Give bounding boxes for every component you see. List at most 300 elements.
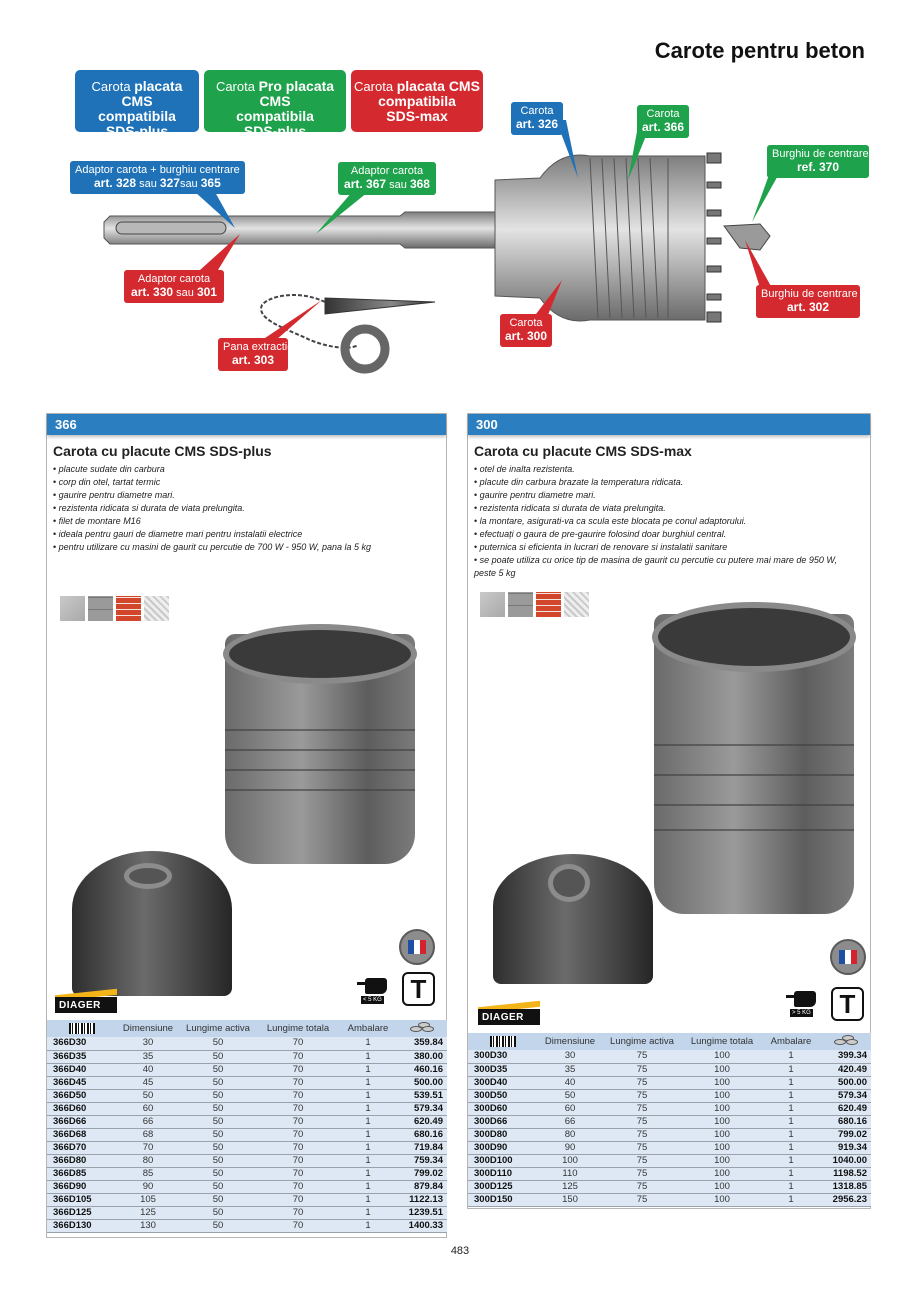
dimensiune-cell: 80 bbox=[117, 1154, 179, 1167]
lungime-totala-cell: 100 bbox=[682, 1167, 762, 1180]
drill-weight-icon bbox=[357, 976, 389, 1004]
article-code-cell: 300D150 bbox=[468, 1193, 538, 1206]
lungime-totala-cell: 100 bbox=[682, 1102, 762, 1115]
product-image bbox=[47, 614, 447, 984]
assembly-diagram bbox=[0, 0, 920, 390]
table-row bbox=[47, 1076, 447, 1089]
price-cell: 759.34 bbox=[397, 1154, 447, 1167]
price-cell: 359.84 bbox=[397, 1037, 447, 1050]
page-title: Carote pentru beton bbox=[654, 38, 865, 63]
dimensiune-cell: 70 bbox=[117, 1141, 179, 1154]
product-title: Carota cu placute CMS SDS-plus bbox=[53, 443, 272, 459]
diager-logo bbox=[55, 992, 117, 1014]
price-cell: 1122.13 bbox=[397, 1193, 447, 1206]
table-row bbox=[47, 1154, 447, 1167]
lungime-totala-cell: 100 bbox=[682, 1154, 762, 1167]
ambalare-cell: 1 bbox=[339, 1141, 397, 1154]
table-row bbox=[468, 1089, 871, 1102]
table-header-row bbox=[468, 1033, 871, 1050]
lungime-totala-cell: 70 bbox=[257, 1219, 339, 1232]
ambalare-cell: 1 bbox=[339, 1128, 397, 1141]
article-code-cell: 366D45 bbox=[47, 1076, 117, 1089]
lungime-activa-cell: 50 bbox=[179, 1115, 257, 1128]
lungime-totala-cell: 70 bbox=[257, 1050, 339, 1063]
price-cell: 1239.51 bbox=[397, 1206, 447, 1219]
ambalare-cell: 1 bbox=[339, 1076, 397, 1089]
table-row bbox=[468, 1050, 871, 1063]
lungime-activa-cell: 75 bbox=[602, 1115, 682, 1128]
table-row bbox=[468, 1128, 871, 1141]
ambalare-cell: 1 bbox=[762, 1180, 820, 1193]
ambalare-cell: 1 bbox=[762, 1076, 820, 1089]
ambalare-cell: 1 bbox=[339, 1037, 397, 1050]
category-bold: placata CMS bbox=[396, 78, 480, 94]
price-cell: 919.34 bbox=[820, 1141, 871, 1154]
price-cell: 680.16 bbox=[820, 1115, 871, 1128]
price-header bbox=[820, 1033, 871, 1050]
lungime-activa-cell: 50 bbox=[179, 1180, 257, 1193]
lungime-activa-cell: 50 bbox=[179, 1037, 257, 1050]
feature-item: • la montare, asigurati-va ca scula este blocata pe conul adaptorului. bbox=[474, 515, 870, 528]
lungime-activa-cell: 50 bbox=[179, 1076, 257, 1089]
article-code-cell: 300D100 bbox=[468, 1154, 538, 1167]
category-prefix: Carota bbox=[91, 79, 135, 94]
feature-item: • rezistenta ridicata si durata de viata prelungita. bbox=[53, 502, 446, 515]
ambalare-cell: 1 bbox=[762, 1089, 820, 1102]
callout-label: Burghiu de centrare bbox=[772, 148, 869, 160]
category-line2: compatibila bbox=[236, 108, 314, 124]
table-row bbox=[468, 1180, 871, 1193]
col-lungime-totala: Lungime totala bbox=[257, 1020, 339, 1037]
dimensiune-cell: 66 bbox=[538, 1115, 602, 1128]
callout-art: art. 303 bbox=[231, 353, 275, 367]
lungime-activa-cell: 75 bbox=[602, 1167, 682, 1180]
article-code-cell: 300D50 bbox=[468, 1089, 538, 1102]
price-cell: 2956.23 bbox=[820, 1193, 871, 1206]
article-code-cell: 300D35 bbox=[468, 1063, 538, 1076]
callout-art: art. 366 bbox=[642, 120, 685, 134]
adaptor-image bbox=[493, 854, 653, 984]
lungime-totala-cell: 70 bbox=[257, 1063, 339, 1076]
callout-art-alt: 301 bbox=[196, 285, 217, 299]
lungime-activa-cell: 50 bbox=[179, 1089, 257, 1102]
dimensiune-cell: 68 bbox=[117, 1128, 179, 1141]
callout-sau: sau bbox=[176, 287, 194, 299]
callout-adaptor-art-330 bbox=[124, 270, 224, 303]
price-cell: 680.16 bbox=[397, 1128, 447, 1141]
ambalare-cell: 1 bbox=[339, 1089, 397, 1102]
table-row bbox=[47, 1037, 447, 1050]
lungime-activa-cell: 50 bbox=[179, 1141, 257, 1154]
col-dimensiune: Dimensiune bbox=[538, 1033, 602, 1050]
article-code-cell: 300D40 bbox=[468, 1076, 538, 1089]
lungime-activa-cell: 50 bbox=[179, 1193, 257, 1206]
callout-art: art. 328 bbox=[94, 176, 137, 190]
spec-table-300 bbox=[468, 1033, 871, 1207]
table-row bbox=[47, 1050, 447, 1063]
callout-pana-art-303 bbox=[218, 338, 294, 371]
article-code-cell: 366D66 bbox=[47, 1115, 117, 1128]
category-line3: SDS-plus bbox=[243, 123, 307, 139]
made-in-france-badge bbox=[399, 929, 435, 965]
ambalare-cell: 1 bbox=[762, 1128, 820, 1141]
ambalare-cell: 1 bbox=[339, 1180, 397, 1193]
article-code-cell: 366D80 bbox=[47, 1154, 117, 1167]
lungime-totala-cell: 70 bbox=[257, 1102, 339, 1115]
product-code-header: 300 bbox=[468, 414, 870, 435]
lungime-totala-cell: 70 bbox=[257, 1141, 339, 1154]
ambalare-cell: 1 bbox=[762, 1115, 820, 1128]
table-row bbox=[468, 1167, 871, 1180]
table-row bbox=[468, 1154, 871, 1167]
drill-weight-icon bbox=[786, 989, 818, 1017]
feature-item: • efectuați o gaura de pre-gaurire folosind doar burghiul central. bbox=[474, 528, 870, 541]
callout-art-alt: 365 bbox=[200, 176, 221, 190]
lungime-totala-cell: 70 bbox=[257, 1037, 339, 1050]
dimensiune-cell: 40 bbox=[117, 1063, 179, 1076]
ambalare-cell: 1 bbox=[339, 1154, 397, 1167]
table-row bbox=[47, 1089, 447, 1102]
table-row bbox=[47, 1063, 447, 1076]
article-code-cell: 366D60 bbox=[47, 1102, 117, 1115]
ambalare-cell: 1 bbox=[339, 1167, 397, 1180]
category-prefix: Carota bbox=[354, 79, 397, 94]
category-bold: placata CMS bbox=[121, 78, 183, 109]
dimensiune-cell: 40 bbox=[538, 1076, 602, 1089]
ambalare-cell: 1 bbox=[339, 1115, 397, 1128]
article-code-cell: 300D110 bbox=[468, 1167, 538, 1180]
category-line2: compatibila bbox=[378, 93, 456, 109]
lungime-activa-cell: 75 bbox=[602, 1180, 682, 1193]
price-cell: 500.00 bbox=[397, 1076, 447, 1089]
dimensiune-cell: 66 bbox=[117, 1115, 179, 1128]
product-title: Carota cu placute CMS SDS-max bbox=[474, 443, 692, 459]
brand-name: DIAGER bbox=[55, 997, 117, 1013]
lungime-activa-cell: 50 bbox=[179, 1050, 257, 1063]
price-cell: 399.34 bbox=[820, 1050, 871, 1063]
table-row bbox=[47, 1193, 447, 1206]
dimensiune-cell: 110 bbox=[538, 1167, 602, 1180]
table-row bbox=[468, 1193, 871, 1206]
barcode-icon bbox=[490, 1036, 516, 1047]
adaptor-image bbox=[72, 851, 232, 996]
price-cell: 420.49 bbox=[820, 1063, 871, 1076]
spec-table-366 bbox=[47, 1020, 447, 1233]
callout-carota-art-300 bbox=[500, 314, 552, 347]
dimensiune-cell: 150 bbox=[538, 1193, 602, 1206]
ambalare-cell: 1 bbox=[762, 1102, 820, 1115]
product-code-header: 366 bbox=[47, 414, 446, 435]
callout-art: ref. 370 bbox=[796, 160, 840, 174]
article-code-cell: 366D130 bbox=[47, 1219, 117, 1232]
coins-icon bbox=[834, 1035, 858, 1045]
col-ambalare: Ambalare bbox=[339, 1020, 397, 1037]
table-row bbox=[468, 1115, 871, 1128]
price-cell: 620.49 bbox=[820, 1102, 871, 1115]
lungime-totala-cell: 100 bbox=[682, 1193, 762, 1206]
ambalare-cell: 1 bbox=[339, 1206, 397, 1219]
article-code-cell: 366D85 bbox=[47, 1167, 117, 1180]
table-header-row bbox=[47, 1020, 447, 1037]
lungime-activa-cell: 75 bbox=[602, 1063, 682, 1076]
lungime-activa-cell: 50 bbox=[179, 1154, 257, 1167]
lungime-totala-cell: 100 bbox=[682, 1050, 762, 1063]
callout-art: art. 330 bbox=[131, 285, 174, 299]
feature-item: • placute din carbura brazate la temperatura ridicata. bbox=[474, 476, 870, 489]
lungime-totala-cell: 70 bbox=[257, 1089, 339, 1102]
lungime-activa-cell: 50 bbox=[179, 1167, 257, 1180]
lungime-totala-cell: 100 bbox=[682, 1063, 762, 1076]
price-cell: 460.16 bbox=[397, 1063, 447, 1076]
price-cell: 799.02 bbox=[397, 1167, 447, 1180]
dimensiune-cell: 90 bbox=[117, 1180, 179, 1193]
table-row bbox=[468, 1063, 871, 1076]
callout-burghiu-art-302 bbox=[756, 285, 860, 318]
price-cell: 879.84 bbox=[397, 1180, 447, 1193]
col-lungime-activa: Lungime activa bbox=[179, 1020, 257, 1037]
ambalare-cell: 1 bbox=[339, 1050, 397, 1063]
col-lungime-activa: Lungime activa bbox=[602, 1033, 682, 1050]
dimensiune-cell: 35 bbox=[538, 1063, 602, 1076]
article-code-cell: 300D80 bbox=[468, 1128, 538, 1141]
dimensiune-cell: 125 bbox=[117, 1206, 179, 1219]
lungime-activa-cell: 75 bbox=[602, 1102, 682, 1115]
product-image bbox=[468, 584, 868, 994]
dimensiune-cell: 60 bbox=[117, 1102, 179, 1115]
lungime-totala-cell: 100 bbox=[682, 1180, 762, 1193]
feature-item: • otel de inalta rezistenta. bbox=[474, 463, 870, 476]
col-lungime-totala: Lungime totala bbox=[682, 1033, 762, 1050]
dimensiune-cell: 45 bbox=[117, 1076, 179, 1089]
lungime-totala-cell: 70 bbox=[257, 1206, 339, 1219]
coins-icon bbox=[410, 1022, 434, 1032]
ambalare-cell: 1 bbox=[762, 1050, 820, 1063]
lungime-activa-cell: 50 bbox=[179, 1102, 257, 1115]
price-cell: 1040.00 bbox=[820, 1154, 871, 1167]
dimensiune-cell: 50 bbox=[117, 1089, 179, 1102]
lungime-activa-cell: 75 bbox=[602, 1050, 682, 1063]
callout-label: Carota bbox=[520, 105, 554, 117]
lungime-activa-cell: 50 bbox=[179, 1219, 257, 1232]
lungime-totala-cell: 70 bbox=[257, 1115, 339, 1128]
lungime-totala-cell: 70 bbox=[257, 1128, 339, 1141]
table-row bbox=[47, 1219, 447, 1232]
lungime-activa-cell: 50 bbox=[179, 1206, 257, 1219]
dimensiune-cell: 30 bbox=[117, 1037, 179, 1050]
callout-carota-art-326 bbox=[511, 102, 563, 135]
article-code-cell: 300D90 bbox=[468, 1141, 538, 1154]
ambalare-cell: 1 bbox=[762, 1141, 820, 1154]
table-row bbox=[47, 1102, 447, 1115]
callout-label: Adaptor carota bbox=[350, 165, 424, 177]
price-cell: 620.49 bbox=[397, 1115, 447, 1128]
made-in-france-badge bbox=[830, 939, 866, 975]
ambalare-cell: 1 bbox=[339, 1063, 397, 1076]
price-header bbox=[397, 1020, 447, 1037]
article-code-cell: 366D70 bbox=[47, 1141, 117, 1154]
price-cell: 1318.85 bbox=[820, 1180, 871, 1193]
ambalare-cell: 1 bbox=[339, 1102, 397, 1115]
drill-weight-label: > 5 KG bbox=[792, 1010, 811, 1016]
lungime-activa-cell: 75 bbox=[602, 1089, 682, 1102]
feature-item: • rezistenta ridicata si durata de viata prelungita. bbox=[474, 502, 870, 515]
lungime-activa-cell: 50 bbox=[179, 1063, 257, 1076]
table-row bbox=[47, 1115, 447, 1128]
core-bit-teeth bbox=[223, 624, 417, 684]
lungime-totala-cell: 70 bbox=[257, 1167, 339, 1180]
dimensiune-cell: 125 bbox=[538, 1180, 602, 1193]
product-panel-366 bbox=[46, 413, 447, 1238]
ambalare-cell: 1 bbox=[762, 1193, 820, 1206]
barcode-header bbox=[468, 1033, 538, 1050]
price-cell: 1400.33 bbox=[397, 1219, 447, 1232]
table-row bbox=[468, 1102, 871, 1115]
ambalare-cell: 1 bbox=[339, 1219, 397, 1232]
article-code-cell: 300D30 bbox=[468, 1050, 538, 1063]
lungime-totala-cell: 100 bbox=[682, 1128, 762, 1141]
drill-weight-label: < 5 KG bbox=[363, 997, 382, 1003]
feature-item: • gaurire pentru diametre mari. bbox=[53, 489, 446, 502]
callout-carota-art-366 bbox=[637, 105, 689, 138]
dimensiune-cell: 30 bbox=[538, 1050, 602, 1063]
category-line3: SDS-plus bbox=[105, 123, 169, 139]
feature-item: • pentru utilizare cu masini de gaurit cu percutie de 700 W - 950 W, pana la 5 kg bbox=[53, 541, 446, 554]
lungime-totala-cell: 70 bbox=[257, 1076, 339, 1089]
lungime-activa-cell: 50 bbox=[179, 1128, 257, 1141]
brand-name: DIAGER bbox=[478, 1009, 540, 1025]
callout-art: art. 326 bbox=[516, 117, 559, 131]
barcode-icon bbox=[69, 1023, 95, 1034]
callout-art: art. 300 bbox=[505, 329, 548, 343]
price-cell: 539.51 bbox=[397, 1089, 447, 1102]
feature-item: • ideala pentru gauri de diametre mari pentru instalatii electrice bbox=[53, 528, 446, 541]
callout-label: Adaptor carota bbox=[137, 273, 211, 285]
price-cell: 1198.52 bbox=[820, 1167, 871, 1180]
lungime-activa-cell: 75 bbox=[602, 1141, 682, 1154]
price-cell: 799.02 bbox=[820, 1128, 871, 1141]
callout-label: Carota bbox=[646, 108, 680, 120]
callout-sau: sau bbox=[179, 178, 198, 190]
col-dimensiune: Dimensiune bbox=[117, 1020, 179, 1037]
lungime-totala-cell: 70 bbox=[257, 1180, 339, 1193]
feature-item: • filet de montare M16 bbox=[53, 515, 446, 528]
core-bit-assembly-illustration bbox=[0, 0, 920, 390]
callout-adaptor-art-328 bbox=[70, 161, 245, 194]
price-cell: 719.84 bbox=[397, 1141, 447, 1154]
dimensiune-cell: 85 bbox=[117, 1167, 179, 1180]
dimensiune-cell: 80 bbox=[538, 1128, 602, 1141]
feature-item: • placute sudate din carbura bbox=[53, 463, 446, 476]
article-code-cell: 366D90 bbox=[47, 1180, 117, 1193]
article-code-cell: 366D40 bbox=[47, 1063, 117, 1076]
lungime-activa-cell: 75 bbox=[602, 1128, 682, 1141]
dimensiune-cell: 105 bbox=[117, 1193, 179, 1206]
category-line3: SDS-max bbox=[386, 108, 448, 124]
ambalare-cell: 1 bbox=[339, 1193, 397, 1206]
price-cell: 380.00 bbox=[397, 1050, 447, 1063]
ambalare-cell: 1 bbox=[762, 1154, 820, 1167]
article-code-cell: 366D50 bbox=[47, 1089, 117, 1102]
callout-sau: sau bbox=[389, 179, 407, 191]
category-bold: Pro placata CMS bbox=[258, 78, 335, 109]
table-row bbox=[47, 1128, 447, 1141]
article-code-cell: 300D66 bbox=[468, 1115, 538, 1128]
table-row bbox=[47, 1167, 447, 1180]
feature-item: • gaurire pentru diametre mari. bbox=[474, 489, 870, 502]
callout-label: Carota bbox=[509, 317, 543, 329]
lungime-totala-cell: 70 bbox=[257, 1193, 339, 1206]
col-ambalare: Ambalare bbox=[762, 1033, 820, 1050]
callout-label: Adaptor carota + burghiu centrare bbox=[75, 164, 240, 176]
callout-sau: sau bbox=[139, 178, 157, 190]
product-panel-300 bbox=[467, 413, 871, 1209]
lungime-activa-cell: 75 bbox=[602, 1076, 682, 1089]
callout-label: Pana extractie bbox=[223, 341, 294, 353]
table-row bbox=[468, 1141, 871, 1154]
article-code-cell: 366D68 bbox=[47, 1128, 117, 1141]
dimensiune-cell: 35 bbox=[117, 1050, 179, 1063]
lungime-totala-cell: 100 bbox=[682, 1141, 762, 1154]
lungime-totala-cell: 100 bbox=[682, 1076, 762, 1089]
dimensiune-cell: 50 bbox=[538, 1089, 602, 1102]
dimensiune-cell: 100 bbox=[538, 1154, 602, 1167]
table-row bbox=[468, 1076, 871, 1089]
article-code-cell: 366D125 bbox=[47, 1206, 117, 1219]
ambalare-cell: 1 bbox=[762, 1167, 820, 1180]
article-code-cell: 366D35 bbox=[47, 1050, 117, 1063]
price-cell: 579.34 bbox=[820, 1089, 871, 1102]
lungime-activa-cell: 75 bbox=[602, 1193, 682, 1206]
ambalare-cell: 1 bbox=[762, 1063, 820, 1076]
article-code-cell: 366D30 bbox=[47, 1037, 117, 1050]
price-cell: 500.00 bbox=[820, 1076, 871, 1089]
table-row bbox=[47, 1206, 447, 1219]
dimensiune-cell: 60 bbox=[538, 1102, 602, 1115]
lungime-totala-cell: 100 bbox=[682, 1089, 762, 1102]
feature-list bbox=[474, 463, 870, 580]
barcode-header bbox=[47, 1020, 117, 1037]
page-number: 483 bbox=[450, 1245, 470, 1257]
lungime-totala-cell: 100 bbox=[682, 1115, 762, 1128]
dimensiune-cell: 130 bbox=[117, 1219, 179, 1232]
table-row bbox=[47, 1141, 447, 1154]
feature-list bbox=[53, 463, 446, 554]
table-row bbox=[47, 1180, 447, 1193]
callout-art: art. 302 bbox=[786, 300, 830, 314]
callout-art: art. 367 bbox=[344, 177, 387, 191]
category-prefix: Carota bbox=[215, 79, 259, 94]
lungime-activa-cell: 75 bbox=[602, 1154, 682, 1167]
feature-item: • puternica si eficienta in lucrari de renovare si instalatii sanitare bbox=[474, 541, 870, 554]
diager-logo bbox=[478, 1004, 540, 1026]
hammer-mode-icon: T bbox=[831, 987, 864, 1021]
callout-adaptor-art-367 bbox=[338, 162, 436, 195]
article-code-cell: 300D60 bbox=[468, 1102, 538, 1115]
core-bit-teeth bbox=[652, 602, 856, 672]
callout-art-alt: 368 bbox=[409, 177, 430, 191]
article-code-cell: 366D105 bbox=[47, 1193, 117, 1206]
callout-burghiu-ref-370 bbox=[767, 145, 869, 178]
price-cell: 579.34 bbox=[397, 1102, 447, 1115]
callout-label: Burghiu de centrare bbox=[761, 288, 858, 300]
category-line2: compatibila bbox=[98, 108, 176, 124]
callout-art-alt: 327 bbox=[159, 176, 180, 190]
dimensiune-cell: 90 bbox=[538, 1141, 602, 1154]
feature-item: • corp din otel, tartat termic bbox=[53, 476, 446, 489]
feature-item: • se poate utiliza cu orice tip de masina de gaurit cu percutie cu putere mai mare de 950 W, peste 5 kg bbox=[474, 554, 870, 580]
lungime-totala-cell: 70 bbox=[257, 1154, 339, 1167]
hammer-mode-icon: T bbox=[402, 972, 435, 1006]
